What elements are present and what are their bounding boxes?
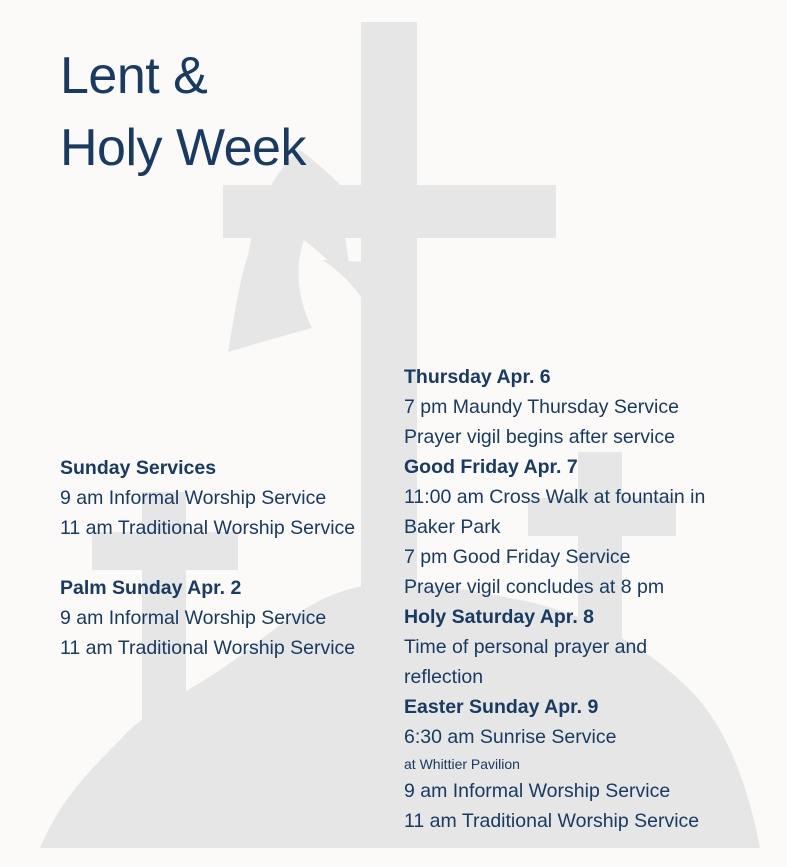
schedule-line: Time of personal prayer and xyxy=(404,636,648,658)
schedule-line: Prayer vigil begins after service xyxy=(404,426,675,448)
schedule-line: 9 am Informal Worship Service xyxy=(60,607,327,629)
schedule-line: Prayer vigil concludes at 8 pm xyxy=(404,576,665,598)
section-heading: Good Friday Apr. 7 xyxy=(404,456,578,478)
spacer xyxy=(60,543,390,573)
schedule-line: Baker Park xyxy=(404,516,501,538)
schedule-line: reflection xyxy=(404,666,484,688)
schedule-line: 11:00 am Cross Walk at fountain in xyxy=(404,486,706,508)
schedule-line: 9 am Informal Worship Service xyxy=(60,487,327,509)
schedule-line: 11 am Traditional Worship Service xyxy=(404,810,700,832)
section-heading: Palm Sunday Apr. 2 xyxy=(60,577,242,599)
schedule-line: 7 pm Good Friday Service xyxy=(404,546,631,568)
page-title xyxy=(60,40,306,184)
schedule-line: 9 am Informal Worship Service xyxy=(404,780,671,802)
schedule-line: 6:30 am Sunrise Service xyxy=(404,726,617,748)
section-heading: Sunday Services xyxy=(60,457,217,479)
schedule-line: 11 am Traditional Worship Service xyxy=(60,517,356,539)
section-heading: Holy Saturday Apr. 8 xyxy=(404,606,595,628)
section-heading: Thursday Apr. 6 xyxy=(404,366,551,388)
title-line-1: Lent & xyxy=(60,47,208,105)
title-line-2: Holy Week xyxy=(60,119,306,177)
schedule-line: 7 pm Maundy Thursday Service xyxy=(404,396,679,418)
schedule-line: 11 am Traditional Worship Service xyxy=(60,637,356,659)
left-schedule-column xyxy=(60,453,390,663)
right-schedule-column xyxy=(404,362,774,836)
schedule-location-note: at Whittier Pavilion xyxy=(404,756,520,772)
section-heading: Easter Sunday Apr. 9 xyxy=(404,696,599,718)
